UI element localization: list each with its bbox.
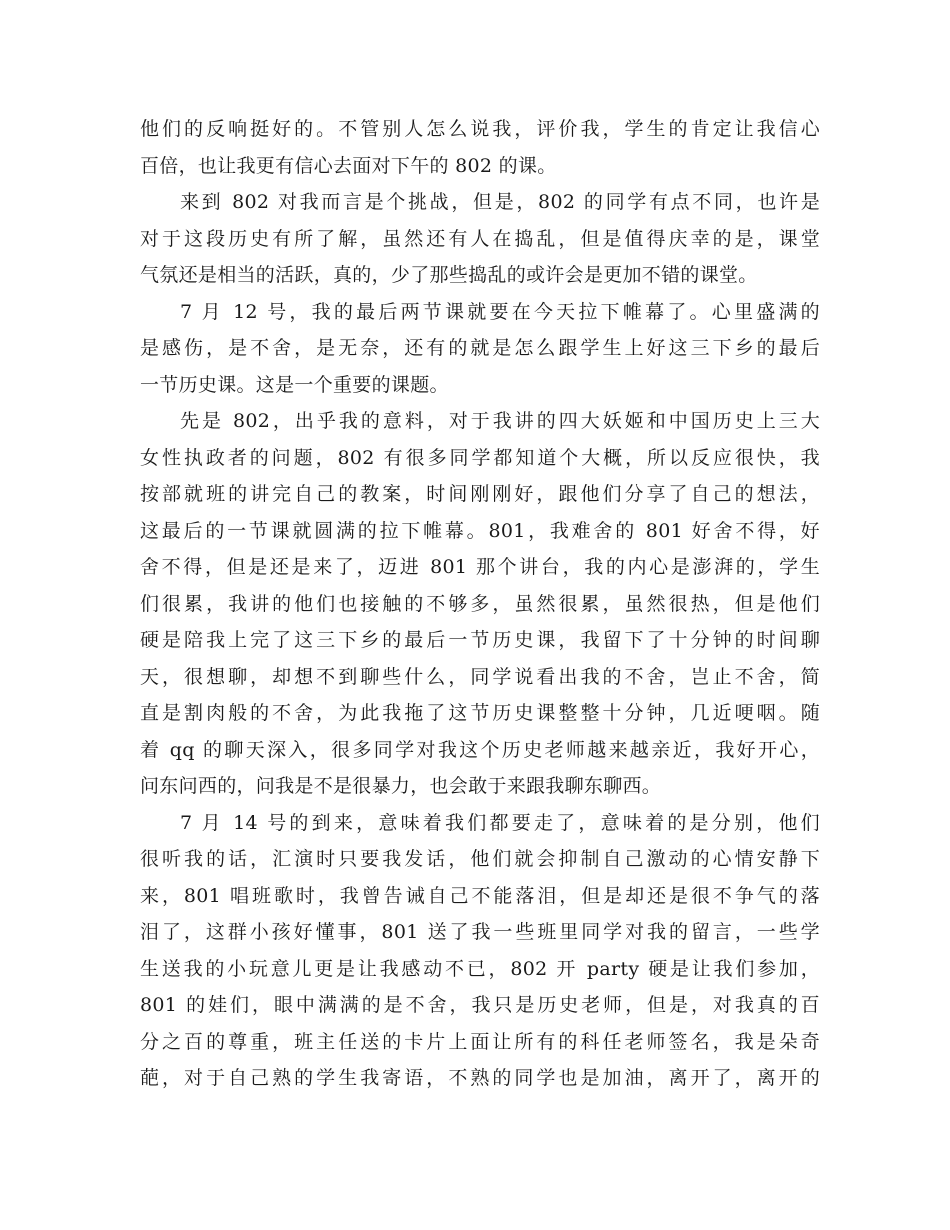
- text-line: 生送我的小玩意儿更是让我感动不已，802 开 party 硬是让我们参加，: [140, 957, 820, 980]
- text-line: 们很累，我讲的他们也接触的不够多，虽然很累，虽然很热，但是他们: [140, 592, 820, 615]
- text-line: 这最后的一节课就圆满的拉下帷幕。801，我难舍的 801 好舍不得，好: [140, 519, 820, 542]
- text-line: 一节历史课。这是一个重要的课题。: [140, 373, 449, 396]
- text-line: 天，很想聊，却想不到聊些什么，同学说看出我的不舍，岂止不舍，简: [140, 665, 820, 688]
- text-line: 对于这段历史有所了解，虽然还有人在捣乱，但是值得庆幸的是，课堂: [140, 227, 820, 250]
- text-line: 分之百的尊重，班主任送的卡片上面让所有的科任老师签名，我是朵奇: [140, 1030, 820, 1053]
- text-line: 来到 802 对我而言是个挑战，但是，802 的同学有点不同，也许是: [180, 191, 820, 213]
- text-line: 百倍，也让我更有信心去面对下午的 802 的课。: [140, 154, 557, 177]
- text-line: 他们的反响挺好的。不管别人怎么说我，评价我，学生的肯定让我信心: [140, 118, 820, 140]
- text-line: 很听我的话，汇演时只要我发话，他们就会抑制自己激动的心情安静下: [140, 848, 820, 870]
- text-line: 女性执政者的问题，802 有很多同学都知道个大概，所以反应很快，我: [140, 446, 820, 469]
- text-line: 问东问西的，问我是不是很暴力，也会敢于来跟我聊东聊西。: [140, 775, 662, 797]
- text-line: 直是割肉般的不舍，为此我拖了这节历史课整整十分钟，几近哽咽。随: [140, 702, 820, 724]
- text-line: 舍不得，但是还是来了，迈进 801 那个讲台，我的内心是澎湃的，学生: [140, 556, 820, 578]
- text-line: 泪了，这群小孩好懂事，801 送了我一些班里同学对我的留言，一些学: [140, 921, 820, 943]
- text-line: 葩，对于自己熟的学生我寄语，不熟的同学也是加油，离开了，离开的: [140, 1067, 820, 1089]
- text-line: 801 的娃们，眼中满满的是不舍，我只是历史老师，但是，对我真的百: [140, 994, 820, 1016]
- text-line: 7 月 12 号，我的最后两节课就要在今天拉下帷幕了。心里盛满的: [180, 300, 820, 323]
- text-line: 来，801 唱班歌时，我曾告诫自己不能落泪，但是却还是很不争气的落: [140, 884, 820, 907]
- text-line: 是感伤，是不舍，是无奈，还有的就是怎么跟学生上好这三下乡的最后: [140, 337, 820, 359]
- text-line: 着 qq 的聊天深入，很多同学对我这个历史老师越来越亲近，我好开心，: [140, 738, 820, 761]
- text-line: 7 月 14 号的到来，意味着我们都要走了，意味着的是分别，他们: [180, 811, 820, 834]
- text-line: 气氛还是相当的活跃，真的，少了那些捣乱的或许会是更加不错的课堂。: [140, 264, 758, 286]
- text-line: 硬是陪我上完了这三下乡的最后一节历史课，我留下了十分钟的时间聊: [140, 629, 820, 651]
- text-line: 按部就班的讲完自己的教案，时间刚刚好，跟他们分享了自己的想法，: [140, 483, 820, 505]
- document-body: [140, 111, 820, 1097]
- text-line: 先是 802，出乎我的意料，对于我讲的四大妖姬和中国历史上三大: [180, 410, 820, 432]
